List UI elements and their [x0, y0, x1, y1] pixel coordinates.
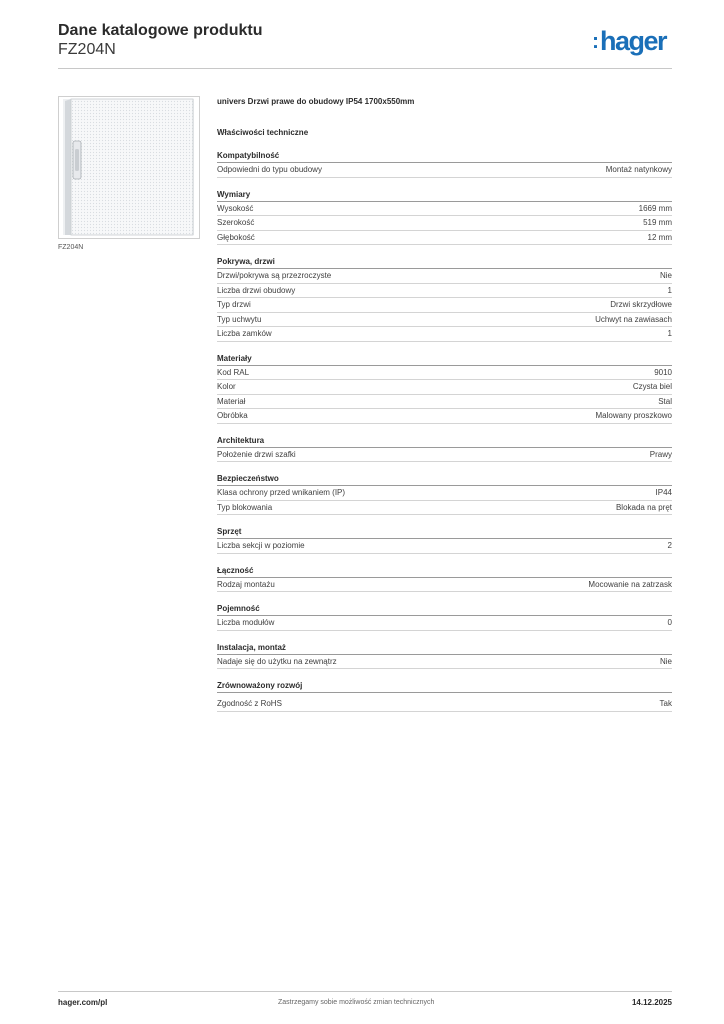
footer-website-link[interactable]: hager.com/pl [58, 998, 108, 1007]
section-title: Architektura [217, 434, 672, 448]
property-row [217, 501, 672, 516]
section-capacity [217, 602, 672, 631]
property-row [217, 578, 672, 593]
property-value: Stal [658, 396, 672, 406]
section-compatibility [217, 149, 672, 178]
property-value: 12 mm [647, 232, 672, 242]
property-value: Czysta biel [632, 382, 672, 392]
property-value: 1 [667, 329, 672, 339]
property-row [217, 231, 672, 246]
property-row [217, 539, 672, 554]
property-row [217, 163, 672, 178]
section-title: Pokrywa, drzwi [217, 255, 672, 269]
hager-logo [592, 26, 666, 59]
section-title: Kompatybilność [217, 149, 672, 163]
logo-text: hager [600, 26, 667, 56]
property-row [217, 409, 672, 424]
property-value: Uchwyt na zawiasach [595, 314, 672, 324]
property-row [217, 448, 672, 463]
property-row [217, 202, 672, 217]
section-title: Materiały [217, 352, 672, 366]
property-value: Malowany proszkowo [595, 411, 672, 421]
property-label: Klasa ochrony przed wnikaniem (IP) [217, 488, 346, 498]
property-label: Kod RAL [217, 367, 250, 377]
property-value: Montaż natynkowy [605, 165, 672, 175]
property-label: Drzwi/pokrywa są przezroczyste [217, 271, 332, 281]
property-value: 519 mm [643, 218, 672, 228]
section-materials [217, 352, 672, 424]
property-label: Typ uchwytu [217, 314, 262, 324]
section-title: Instalacja, montaż [217, 641, 672, 655]
section-safety [217, 472, 672, 515]
property-label: Liczba modułów [217, 618, 275, 628]
property-label: Nadaje się do użytku na zewnątrz [217, 656, 337, 666]
document-header [58, 21, 262, 59]
property-label: Typ blokowania [217, 502, 273, 512]
property-value: 2 [667, 541, 672, 551]
image-caption: FZ204N [58, 244, 84, 251]
property-value: 1 [667, 285, 672, 295]
property-value: 0 [667, 618, 672, 628]
section-cover-door [217, 255, 672, 342]
property-label: Głębokość [217, 232, 255, 242]
technical-properties-heading: Właściwości techniczne [217, 128, 309, 137]
product-details [217, 96, 672, 722]
property-row [217, 380, 672, 395]
property-value: 9010 [654, 367, 672, 377]
section-title: Wymiary [217, 188, 672, 202]
section-title: Bezpieczeństwo [217, 472, 672, 486]
enclosure-door-icon [59, 97, 199, 238]
section-installation [217, 641, 672, 670]
footer-date: 14.12.2025 [631, 998, 672, 1007]
property-label: Szerokość [217, 218, 255, 228]
property-value: Nie [659, 656, 672, 666]
property-label: Wysokość [217, 203, 254, 213]
document-title: Dane katalogowe produktu [58, 22, 263, 39]
property-value: Mocowanie na zatrzask [588, 579, 672, 589]
property-label: Położenie drzwi szafki [217, 449, 296, 459]
product-image [58, 96, 200, 239]
property-row [217, 655, 672, 670]
property-value: 1669 mm [638, 203, 672, 213]
product-code: FZ204N [58, 41, 116, 58]
logo-dots-icon: : [592, 30, 599, 53]
property-value: Drzwi skrzydłowe [610, 300, 672, 310]
property-row [217, 697, 672, 712]
property-row [217, 298, 672, 313]
property-label: Materiał [217, 396, 246, 406]
property-row [217, 313, 672, 328]
section-architecture [217, 434, 672, 463]
property-row [217, 216, 672, 231]
property-label: Liczba zamków [217, 329, 272, 339]
property-row [217, 269, 672, 284]
property-label: Kolor [217, 382, 236, 392]
property-label: Zgodność z RoHS [217, 699, 282, 709]
property-value: Blokada na pręt [615, 502, 672, 512]
property-row [217, 366, 672, 381]
property-label: Typ drzwi [217, 300, 251, 310]
property-row [217, 486, 672, 501]
header-divider [58, 68, 672, 69]
property-row [217, 327, 672, 342]
property-value: IP44 [655, 488, 672, 498]
section-title: Zrównoważony rozwój [217, 679, 672, 693]
property-value: Prawy [649, 449, 672, 459]
section-sustainability [217, 679, 672, 712]
property-row [217, 395, 672, 410]
footer-divider [58, 991, 672, 992]
property-row [217, 284, 672, 299]
property-label: Liczba sekcji w poziomie [217, 541, 305, 551]
property-label: Obróbka [217, 411, 248, 421]
property-row [217, 616, 672, 631]
property-label: Odpowiedni do typu obudowy [217, 165, 322, 175]
section-title: Sprzęt [217, 525, 672, 539]
section-hardware [217, 525, 672, 554]
property-value: Nie [659, 271, 672, 281]
property-label: Rodzaj montażu [217, 579, 275, 589]
section-dimensions [217, 188, 672, 246]
section-connectivity [217, 564, 672, 593]
property-label: Liczba drzwi obudowy [217, 285, 296, 295]
footer-notice: Zastrzegamy sobie możliwość zmian technicznych [278, 999, 435, 1006]
section-title: Łączność [217, 564, 672, 578]
section-title: Pojemność [217, 602, 672, 616]
product-name: univers Drzwi prawe do obudowy IP54 1700x550mm [217, 97, 415, 106]
property-value: Tak [659, 699, 672, 709]
